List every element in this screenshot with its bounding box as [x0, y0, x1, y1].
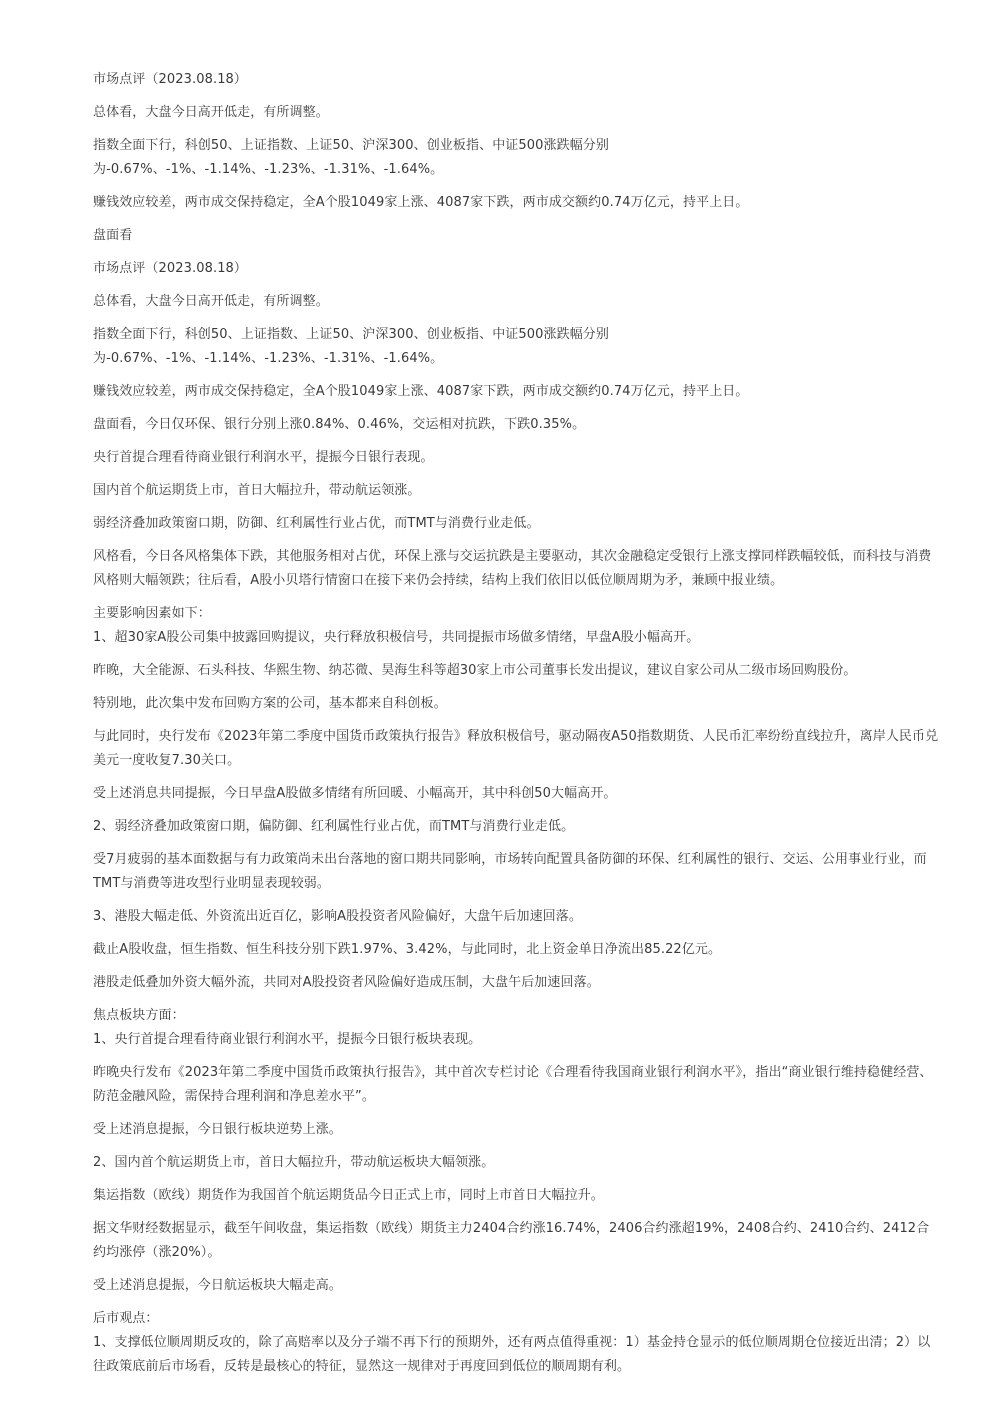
- section-heading: 主要影响因素如下：: [93, 606, 211, 621]
- section-heading: 焦点板块方面：: [93, 1008, 185, 1023]
- paragraph: 盘面看，今日仅环保、银行分别上涨0.84%、0.46%，交运相对抗跌，下跌0.35%。: [93, 417, 586, 432]
- paragraph: 指数全面下行，科创50、上证指数、上证50、沪深300、创业板指、中证500涨跌幅分别为-0.67%、-1%、-1.14%、-1.23%、-1.31%、-1.64%。: [93, 138, 610, 177]
- paragraph: 集运指数（欧线）期货作为我国首个航运期货品今日正式上市，同时上市首日大幅拉升。: [93, 1188, 604, 1203]
- paragraph: 截止A股收盘，恒生指数、恒生科技分别下跌1.97%、3.42%，与此同时，北上资金单日净流出85.22亿元。: [93, 942, 722, 957]
- paragraph: 弱经济叠加政策窗口期，防御、红利属性行业占优，而TMT与消费行业走低。: [93, 516, 540, 531]
- paragraph: 昨晚，大全能源、石头科技、华熙生物、纳芯微、昊海生科等超30家上市公司董事长发出提议，建议自家公司从二级市场回购股份。: [93, 663, 857, 678]
- paragraph: 央行首提合理看待商业银行利润水平，提振今日银行表现。: [93, 450, 434, 465]
- section-heading: 后市观点：: [93, 1311, 159, 1326]
- paragraph: 据文华财经数据显示，截至午间收盘，集运指数（欧线）期货主力2404合约涨16.74%，2406合约涨超19%，2408合约、2410合约、2412合约均涨停（涨20%）。: [93, 1221, 930, 1260]
- paragraph: 风格看，今日各风格集体下跌，其他服务相对占优，环保上涨与交运抗跌是主要驱动，其次金融稳定受银行上涨支撑同样跌幅较低，而科技与消费风格则大幅领跌；往后看，A股小贝塔行情窗口在接下来仍会持续，结构上我们依旧以低位顺周期为矛，兼顾中报业绩。: [93, 549, 932, 588]
- paragraph: 1、央行首提合理看待商业银行利润水平，提振今日银行板块表现。: [93, 1032, 482, 1047]
- paragraph: 受上述消息提振，今日航运板块大幅走高。: [93, 1278, 342, 1293]
- paragraph: 2、国内首个航运期货上市，首日大幅拉升，带动航运板块大幅领涨。: [93, 1155, 495, 1170]
- paragraph: 总体看，大盘今日高开低走，有所调整。: [93, 294, 329, 309]
- paragraph: 2、弱经济叠加政策窗口期，偏防御、红利属性行业占优，而TMT与消费行业走低。: [93, 819, 575, 834]
- paragraph: 3、港股大幅走低、外资流出近百亿，影响A股投资者风险偏好，大盘午后加速回落。: [93, 909, 582, 924]
- paragraph: 受上述消息提振，今日银行板块逆势上涨。: [93, 1122, 342, 1137]
- paragraph: 国内首个航运期货上市，首日大幅拉升，带动航运领涨。: [93, 483, 421, 498]
- paragraph: 总体看，大盘今日高开低走，有所调整。: [93, 105, 329, 120]
- paragraph: 特别地，此次集中发布回购方案的公司，基本都来自科创板。: [93, 696, 447, 711]
- paragraph: 与此同时，央行发布《2023年第二季度中国货币政策执行报告》释放积极信号，驱动隔夜A50指数期货、人民币汇率纷纷直线拉升，离岸人民币兑美元一度收复7.30关口。: [93, 729, 939, 768]
- paragraph: 1、支撑低位顺周期反攻的，除了高赔率以及分子端不再下行的预期外，还有两点值得重视：1）基金持仓显示的低位顺周期仓位接近出清；2）以往政策底前后市场看，反转是最核心的特征，显然这一规律对于再度回到低位的顺周期有利。: [93, 1335, 931, 1374]
- heading-market-review: 市场点评（2023.08.18）: [93, 261, 248, 276]
- paragraph: 港股走低叠加外资大幅外流，共同对A股投资者风险偏好造成压制，大盘午后加速回落。: [93, 975, 600, 990]
- paragraph: 1、超30家A股公司集中披露回购提议，央行释放积极信号，共同提振市场做多情绪，早盘A股小幅高开。: [93, 630, 700, 645]
- paragraph: 赚钱效应较差，两市成交保持稳定，全A个股1049家上涨、4087家下跌，两市成交额约0.74万亿元，持平上日。: [93, 384, 749, 399]
- paragraph: 受7月疲弱的基本面数据与有力政策尚未出台落地的窗口期共同影响，市场转向配置具备防御的环保、红利属性的银行、交运、公用事业行业，而TMT与消费等进攻型行业明显表现较弱。: [93, 852, 927, 891]
- heading-market-view: 盘面看: [93, 228, 133, 243]
- paragraph: 赚钱效应较差，两市成交保持稳定，全A个股1049家上涨、4087家下跌，两市成交额约0.74万亿元，持平上日。: [93, 195, 749, 210]
- paragraph: 受上述消息共同提振，今日早盘A股做多情绪有所回暖、小幅高开，其中科创50大幅高开。: [93, 786, 617, 801]
- paragraph: 指数全面下行，科创50、上证指数、上证50、沪深300、创业板指、中证500涨跌幅分别为-0.67%、-1%、-1.14%、-1.23%、-1.31%、-1.64%。: [93, 327, 610, 366]
- heading-market-review: 市场点评（2023.08.18）: [93, 72, 248, 87]
- paragraph: 昨晚央行发布《2023年第二季度中国货币政策执行报告》，其中首次专栏讨论《合理看待我国商业银行利润水平》，指出“商业银行维持稳健经营、防范金融风险，需保持合理利润和净息差水平”。: [93, 1065, 933, 1104]
